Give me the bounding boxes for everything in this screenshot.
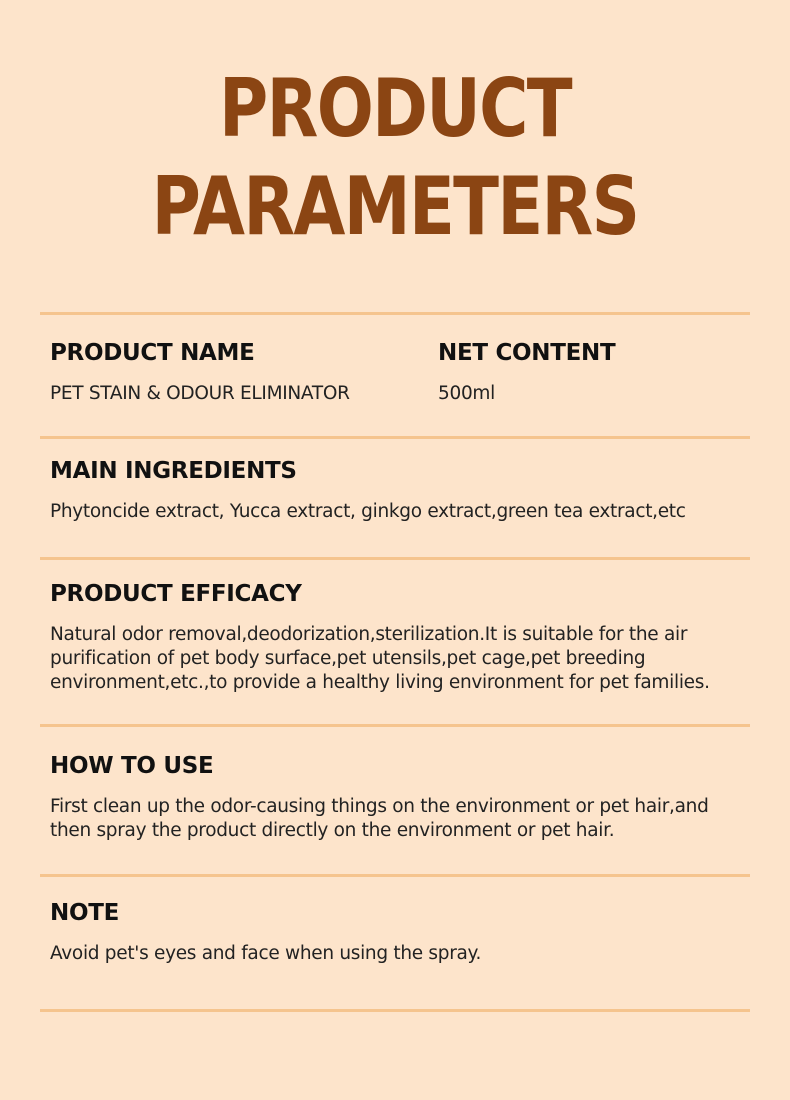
note-label: NOTE [50,900,120,926]
divider [40,312,750,315]
how-to-use-label: HOW TO USE [50,753,214,779]
how-to-use-line: First clean up the odor-causing things on the environment or pet hair,and [50,796,709,817]
divider [40,1009,750,1012]
divider [40,557,750,560]
main-ingredients-value: Phytoncide extract, Yucca extract, ginkgo extract,green tea extract,etc [50,501,686,522]
product-efficacy-line: Natural odor removal,deodorization,sterilization.It is suitable for the air [50,624,688,645]
product-efficacy-line: purification of pet body surface,pet utensils,pet cage,pet breeding [50,648,646,669]
how-to-use-line: then spray the product directly on the environment or pet hair. [50,820,615,841]
divider [40,436,750,439]
product-name-value: PET STAIN & ODOUR ELIMINATOR [50,383,350,404]
product-name-label: PRODUCT NAME [50,340,255,366]
net-content-label: NET CONTENT [438,340,616,366]
title-line-2: PARAMETERS [151,160,639,253]
product-efficacy-line: environment,etc.,to provide a healthy living environment for pet families. [50,672,710,693]
main-ingredients-label: MAIN INGREDIENTS [50,458,297,484]
product-efficacy-label: PRODUCT EFFICACY [50,581,302,607]
net-content-value: 500ml [438,383,495,404]
divider [40,724,750,727]
divider [40,874,750,877]
title-line-1: PRODUCT [219,62,571,155]
note-value: Avoid pet's eyes and face when using the spray. [50,943,482,964]
